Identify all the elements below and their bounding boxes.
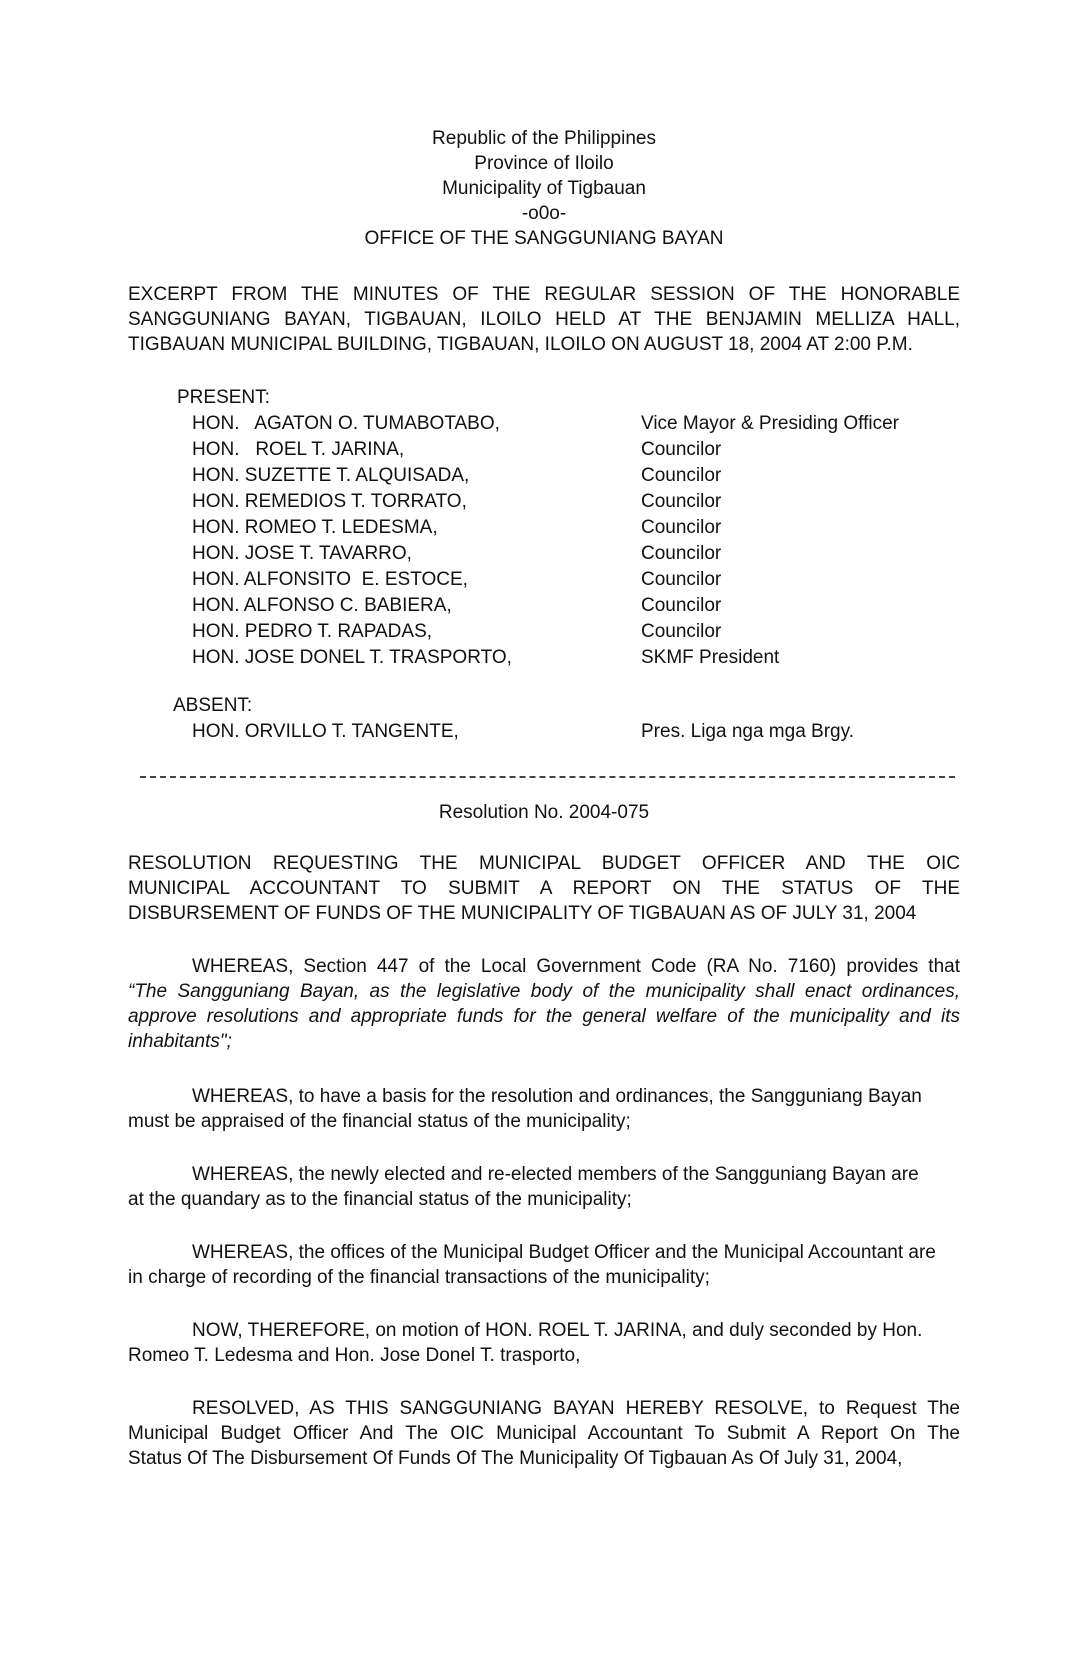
whereas-paragraph-1 — [128, 954, 960, 1054]
attendee-row — [192, 411, 952, 437]
resolution-title-line: RESOLUTION REQUESTING THE MUNICIPAL BUDGET OFFICER AND THE OIC — [128, 853, 960, 874]
paragraph-line: Romeo T. Ledesma and Hon. Jose Donel T. trasporto, — [128, 1345, 581, 1366]
excerpt-line: TIGBAUAN MUNICIPAL BUILDING, TIGBAUAN, ILOILO ON AUGUST 18, 2004 AT 2:00 P.M. — [128, 334, 913, 355]
absentee-name: HON. ORVILLO T. TANGENTE, — [192, 721, 459, 742]
paragraph-line: NOW, THEREFORE, on motion of HON. ROEL T. JARINA, and duly seconded by Hon. — [192, 1320, 923, 1341]
attendee-row — [192, 515, 952, 541]
resolution-title — [128, 851, 960, 926]
paragraph-line: WHEREAS, to have a basis for the resolution and ordinances, the Sangguniang Bayan — [192, 1086, 922, 1107]
attendee-role: Councilor — [641, 517, 722, 538]
absent-list — [192, 719, 952, 745]
whereas-paragraph-2 — [128, 1084, 960, 1134]
paragraph-line: at the quandary as to the financial status of the municipality; — [128, 1189, 632, 1210]
attendee-role: Councilor — [641, 595, 722, 616]
excerpt-line: SANGGUNIANG BAYAN, TIGBAUAN, ILOILO HELD AT THE BENJAMIN MELLIZA HALL, — [128, 309, 960, 330]
attendee-name: HON. ROEL T. JARINA, — [192, 439, 405, 460]
attendee-row — [192, 489, 952, 515]
attendee-role: Councilor — [641, 439, 722, 460]
attendee-row — [192, 463, 952, 489]
document-header — [0, 126, 1088, 251]
header-separator: -o0o- — [521, 203, 567, 224]
attendee-name: HON. JOSE DONEL T. TRASPORTO, — [192, 647, 512, 668]
header-republic: Republic of the Philippines — [432, 128, 656, 149]
paragraph-line: WHEREAS, Section 447 of the Local Government Code (RA No. 7160) provides that — [192, 956, 960, 977]
absentee-row — [192, 719, 952, 745]
attendee-name: HON. ROMEO T. LEDESMA, — [192, 517, 438, 538]
attendee-row — [192, 645, 952, 671]
attendee-name: HON. AGATON O. TUMABOTABO, — [192, 413, 500, 434]
paragraph-line: approve resolutions and appropriate funds for the general welfare of the municipality and its — [128, 1006, 960, 1027]
attendee-role: Councilor — [641, 465, 722, 486]
excerpt-line: EXCERPT FROM THE MINUTES OF THE REGULAR SESSION OF THE HONORABLE — [128, 284, 960, 305]
absentee-role: Pres. Liga nga mga Brgy. — [641, 721, 854, 742]
attendee-name: HON. ALFONSITO E. ESTOCE, — [192, 569, 468, 590]
attendee-role: Councilor — [641, 543, 722, 564]
header-office: OFFICE OF THE SANGGUNIANG BAYAN — [364, 228, 724, 249]
attendee-role: SKMF President — [641, 647, 780, 668]
header-municipality: Municipality of Tigbauan — [442, 178, 646, 199]
now-therefore-paragraph — [128, 1318, 960, 1368]
attendee-role: Councilor — [641, 569, 722, 590]
header-province: Province of Iloilo — [474, 153, 614, 174]
present-label: PRESENT: — [177, 387, 270, 408]
paragraph-line: must be appraised of the financial status of the municipality; — [128, 1111, 631, 1132]
attendee-role: Vice Mayor & Presiding Officer — [641, 413, 900, 434]
whereas-paragraph-4 — [128, 1240, 960, 1290]
paragraph-line: WHEREAS, the newly elected and re-elected members of the Sangguniang Bayan are — [192, 1164, 919, 1185]
attendee-name: HON. JOSE T. TAVARRO, — [192, 543, 412, 564]
paragraph-line: WHEREAS, the offices of the Municipal Budget Officer and the Municipal Accountant are — [192, 1242, 936, 1263]
attendee-name: HON. ALFONSO C. BABIERA, — [192, 595, 452, 616]
section-divider — [140, 776, 955, 778]
attendee-row — [192, 567, 952, 593]
resolution-number: Resolution No. 2004-075 — [438, 802, 650, 823]
paragraph-line: in charge of recording of the financial transactions of the municipality; — [128, 1267, 710, 1288]
resolution-title-line: DISBURSEMENT OF FUNDS OF THE MUNICIPALITY OF TIGBAUAN AS OF JULY 31, 2004 — [128, 903, 917, 924]
attendee-name: HON. PEDRO T. RAPADAS, — [192, 621, 433, 642]
attendee-row — [192, 437, 952, 463]
paragraph-line: RESOLVED, AS THIS SANGGUNIANG BAYAN HEREBY RESOLVE, to Request The — [192, 1398, 960, 1419]
excerpt-paragraph — [128, 282, 960, 357]
attendee-name: HON. REMEDIOS T. TORRATO, — [192, 491, 467, 512]
attendee-role: Councilor — [641, 621, 722, 642]
absent-label: ABSENT: — [173, 695, 253, 716]
attendee-role: Councilor — [641, 491, 722, 512]
present-list — [192, 411, 952, 671]
attendee-row — [192, 619, 952, 645]
resolved-paragraph — [128, 1396, 960, 1471]
paragraph-line: Municipal Budget Officer And The OIC Municipal Accountant To Submit A Report On The — [128, 1423, 960, 1444]
paragraph-line: inhabitants"; — [128, 1031, 232, 1052]
attendee-row — [192, 541, 952, 567]
whereas-paragraph-3 — [128, 1162, 960, 1212]
paragraph-line: “The Sangguniang Bayan, as the legislative body of the municipality shall enact ordinances, — [128, 981, 960, 1002]
resolution-title-line: MUNICIPAL ACCOUNTANT TO SUBMIT A REPORT ON THE STATUS OF THE — [128, 878, 960, 899]
paragraph-line: Status Of The Disbursement Of Funds Of The Municipality Of Tigbauan As Of July 31, 2004, — [128, 1448, 903, 1469]
attendee-name: HON. SUZETTE T. ALQUISADA, — [192, 465, 470, 486]
attendee-row — [192, 593, 952, 619]
